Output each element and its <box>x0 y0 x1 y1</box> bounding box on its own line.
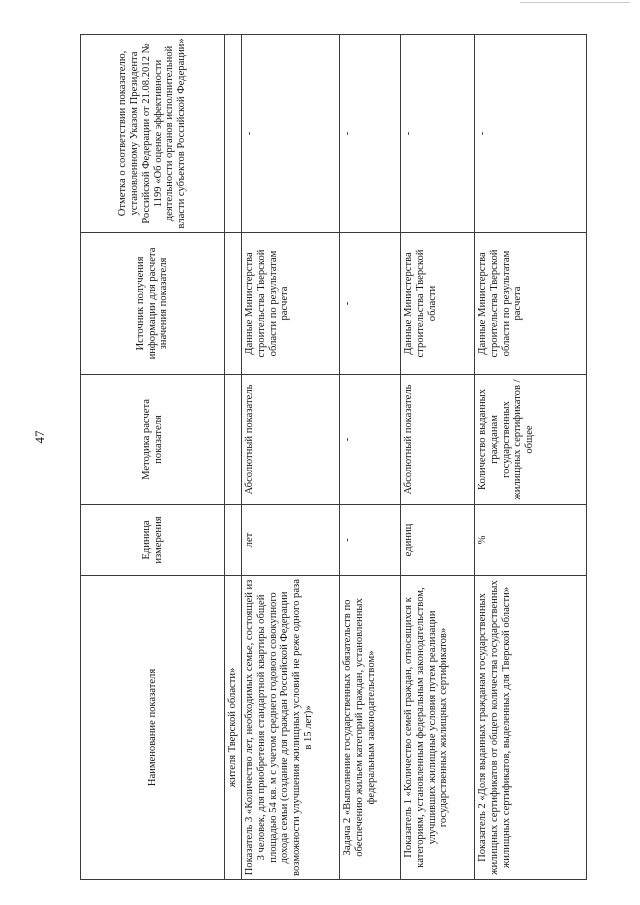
table-row <box>241 35 339 880</box>
rotated-table-container <box>80 35 585 880</box>
top-edge-mark <box>520 2 630 3</box>
cell-compliance-mark: - <box>400 35 474 233</box>
cell-source: - <box>339 233 400 375</box>
cell-indicator-name: жителя Тверской области» <box>225 576 242 880</box>
cell-compliance-mark: - <box>474 35 586 233</box>
header-compliance-mark: Отметка о соответствии показателю, установленному Указом Президента Российской Федерации от 21.08.2012 № 1199 «Об оценке эффективности деятельности органов исполнительной власти субъектов Российской Федерации» <box>81 35 225 233</box>
cell-method: Абсолютный показатель <box>400 375 474 505</box>
cell-unit <box>225 505 242 576</box>
table-row <box>400 35 474 880</box>
cell-indicator-name: Показатель 1 «Количество семей граждан, относящихся к категориям, установленным федеральным законодательством, улучшивших жилищные условия путем реализации государственных жилищных сертификатов» <box>400 576 474 880</box>
cell-method: - <box>339 375 400 505</box>
cell-method: Абсолютный показатель <box>241 375 339 505</box>
cell-compliance-mark: - <box>339 35 400 233</box>
header-source: Источник получения информации для расчета значения показателя <box>81 233 225 375</box>
cell-indicator-name: Показатель 3 «Количество лет, необходимых семье, состоящей из 3 человек, для приобретения стандартной квартиры общей площадью 54 кв. м с учетом среднего годового совокупного дохода семьи (создание для граждан Российской Федерации возможности улучшения жилищных условий не реже одного раза в 15 лет)» <box>241 576 339 880</box>
header-indicator-name: Наименование показателя <box>81 576 225 880</box>
table-row <box>225 35 242 880</box>
cell-compliance-mark: - <box>241 35 339 233</box>
cell-source <box>225 233 242 375</box>
cell-unit: % <box>474 505 586 576</box>
cell-unit: - <box>339 505 400 576</box>
cell-compliance-mark <box>225 35 242 233</box>
table-row <box>339 35 400 880</box>
indicator-table <box>80 34 587 880</box>
cell-indicator-name: Показатель 2 «Доля выданных гражданам государственных жилищных сертификатов от общего количества государственных жилищных сертификатов, выделенных для Тверской области» <box>474 576 586 880</box>
cell-method <box>225 375 242 505</box>
header-method: Методика расчета показателя <box>81 375 225 505</box>
page-number: 47 <box>32 430 47 444</box>
cell-source: Данные Министерства строительства Тверской области <box>400 233 474 375</box>
cell-unit: единиц <box>400 505 474 576</box>
cell-method: Количество выданных гражданам государственных жилищных сертификатов / общее <box>474 375 586 505</box>
cell-source: Данные Министерства строительства Тверской области по результатам расчета <box>474 233 586 375</box>
cell-source: Данные Министерства строительства Тверской области по результатам расчета <box>241 233 339 375</box>
table-row <box>474 35 586 880</box>
table-header-row <box>81 35 225 880</box>
header-unit: Единица измерения <box>81 505 225 576</box>
cell-indicator-name: Задача 2 «Выполнение государственных обязательств по обеспечению жильем категорий граждан, установленных федеральным законодательством» <box>339 576 400 880</box>
cell-unit: лет <box>241 505 339 576</box>
